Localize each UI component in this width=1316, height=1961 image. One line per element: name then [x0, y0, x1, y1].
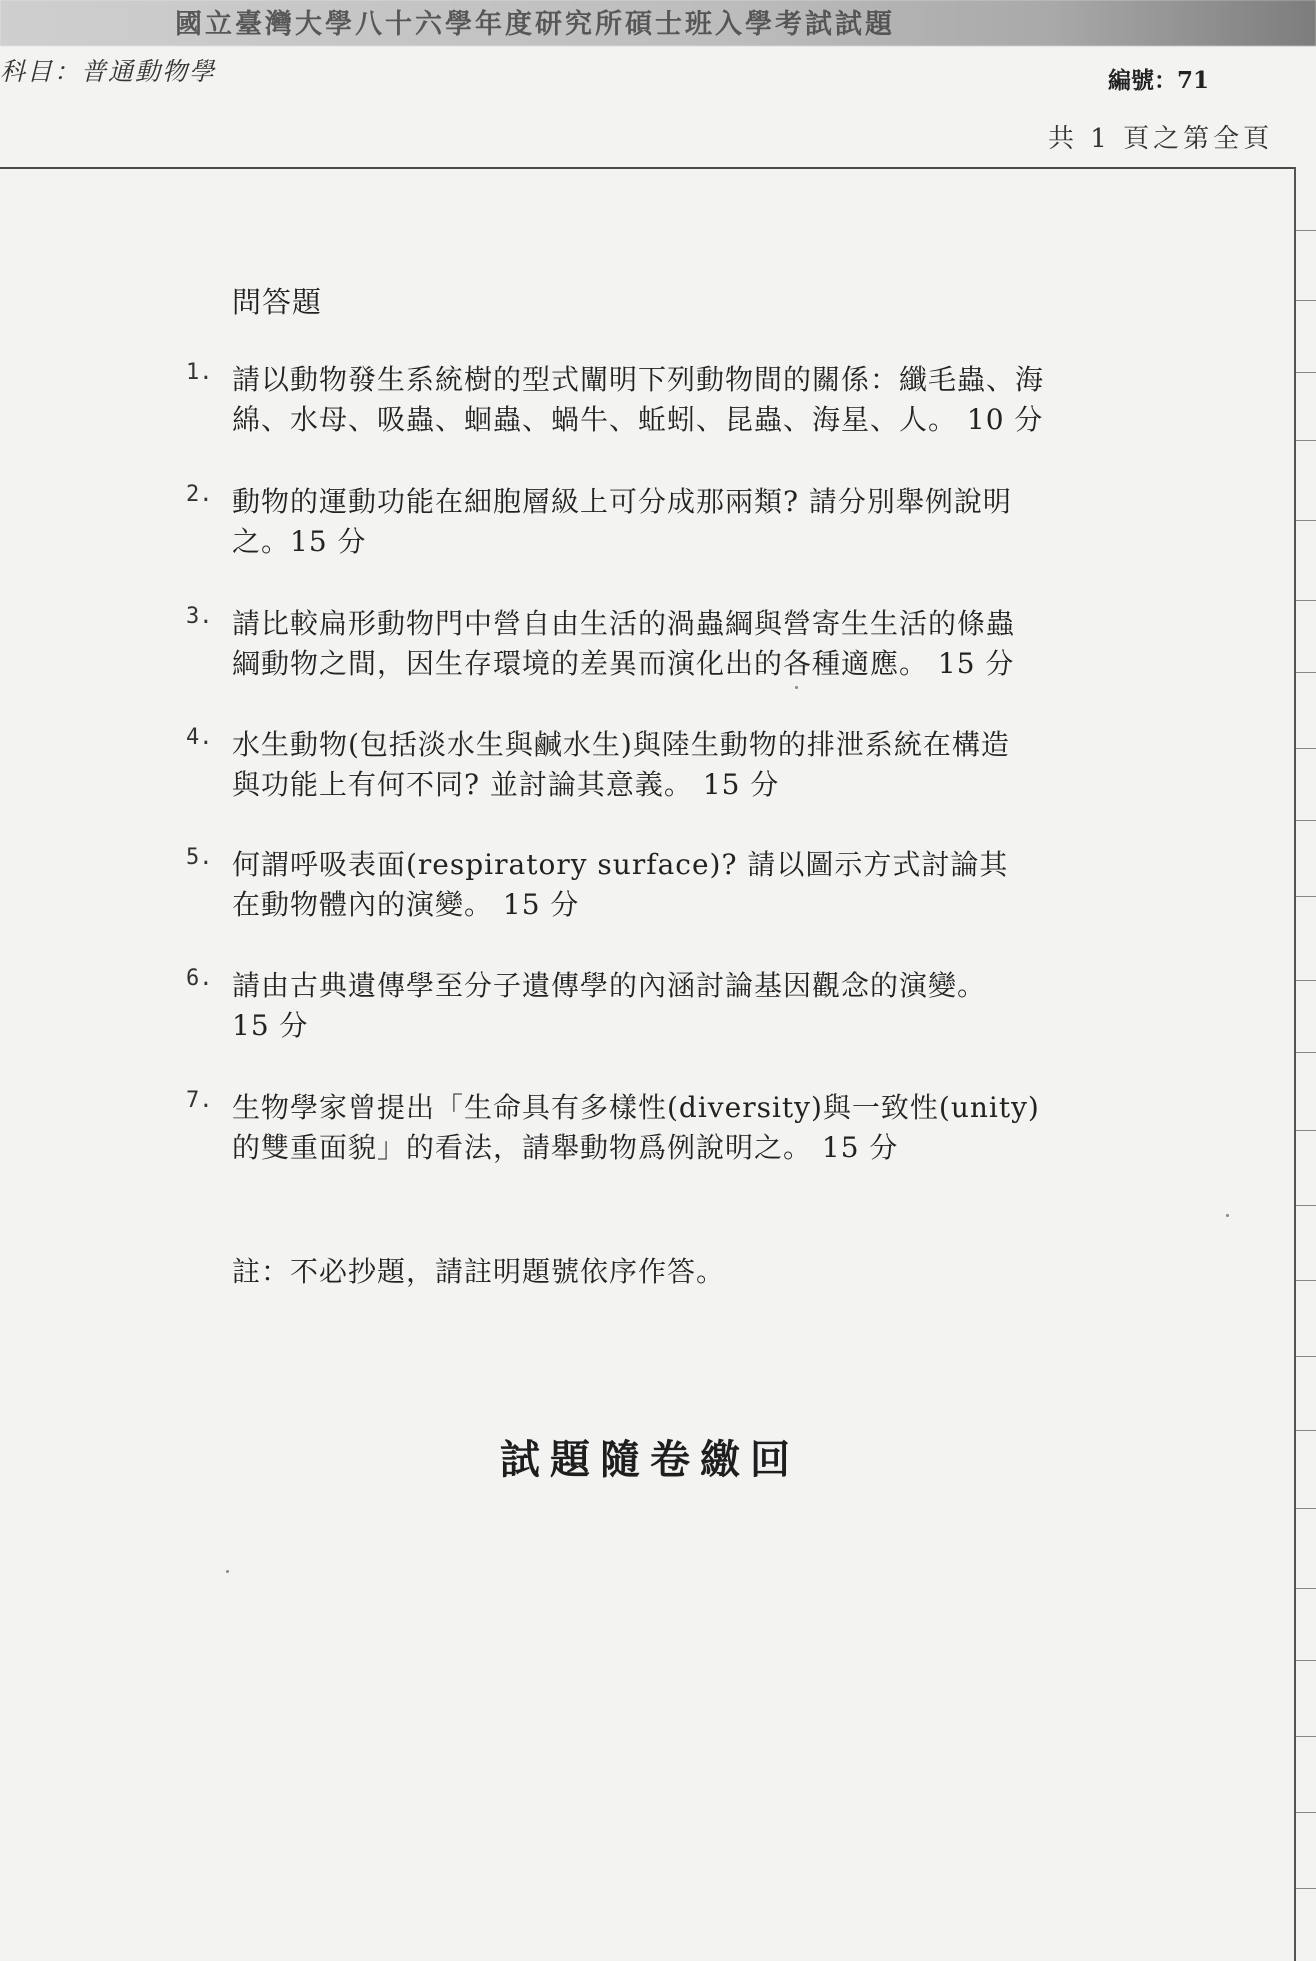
question-text: 請由古典遺傳學至分子遺傳學的內涵討論基因觀念的演變。 — [232, 969, 987, 1002]
question-text: 水生動物(包括淡水生與鹹水生)與陸生動物的排泄系統在構造 — [232, 728, 1010, 761]
exam-title: 國立臺灣大學八十六學年度研究所碩士班入學考試試題 — [175, 9, 895, 40]
question-number: 7. — [186, 1088, 213, 1113]
question-text: 動物的運動功能在細胞層級上可分成那兩類? 請分別舉例說明 — [232, 485, 1012, 518]
question-number: 6. — [186, 966, 213, 991]
exam-code: 編號：71 — [1108, 67, 1210, 94]
question-text: 之。15 分 — [232, 525, 367, 558]
question-text: 何謂呼吸表面(respiratory surface)? 請以圖示方式討論其 — [232, 848, 1009, 881]
question-number: 5. — [186, 845, 213, 870]
question-item — [186, 482, 1196, 562]
question-number: 2. — [186, 482, 213, 507]
question-item — [186, 360, 1196, 440]
question-text: 15 分 — [232, 1009, 309, 1042]
question-text: 請比較扁形動物門中營自由生活的渦蟲綱與營寄生生活的條蟲 — [232, 607, 1016, 640]
question-text: 請以動物發生系統樹的型式闡明下列動物間的關係：纖毛蟲、海 — [232, 363, 1045, 396]
question-item — [186, 604, 1196, 684]
top-rule — [0, 167, 1296, 169]
right-rule — [1294, 167, 1296, 1961]
question-number: 1. — [186, 360, 213, 385]
scan-speck — [1226, 1214, 1229, 1217]
question-text: 的雙重面貌」的看法，請舉動物爲例說明之。 15 分 — [232, 1131, 899, 1164]
question-text: 綿、水母、吸蟲、蛔蟲、蝸牛、蚯蚓、昆蟲、海星、人。 10 分 — [232, 403, 1044, 436]
question-item — [186, 725, 1196, 805]
answer-instructions: 註：不必抄題，請註明題號依序作答。 — [232, 1255, 726, 1288]
section-heading: 問答題 — [232, 285, 323, 319]
page-indicator: 共 1 頁之第全頁 — [1048, 124, 1274, 154]
question-number: 3. — [186, 604, 213, 629]
question-number: 4. — [186, 725, 213, 750]
question-text: 生物學家曾提出「生命具有多樣性(diversity)與一致性(unity) — [232, 1091, 1040, 1124]
scan-speck — [795, 686, 798, 689]
question-item — [186, 1088, 1196, 1168]
question-text: 與功能上有何不同? 並討論其意義。 15 分 — [232, 768, 780, 801]
question-text: 在動物體內的演變。 15 分 — [232, 888, 580, 921]
question-item — [186, 966, 1196, 1046]
subject-label: 科目：普通動物學 — [0, 57, 217, 86]
question-item — [186, 845, 1196, 925]
question-text: 綱動物之間，因生存環境的差異而演化出的各種適應。 15 分 — [232, 647, 1015, 680]
return-exam-stamp: 試題隨卷繳回 — [500, 1436, 800, 1483]
scan-speck — [226, 1570, 229, 1573]
